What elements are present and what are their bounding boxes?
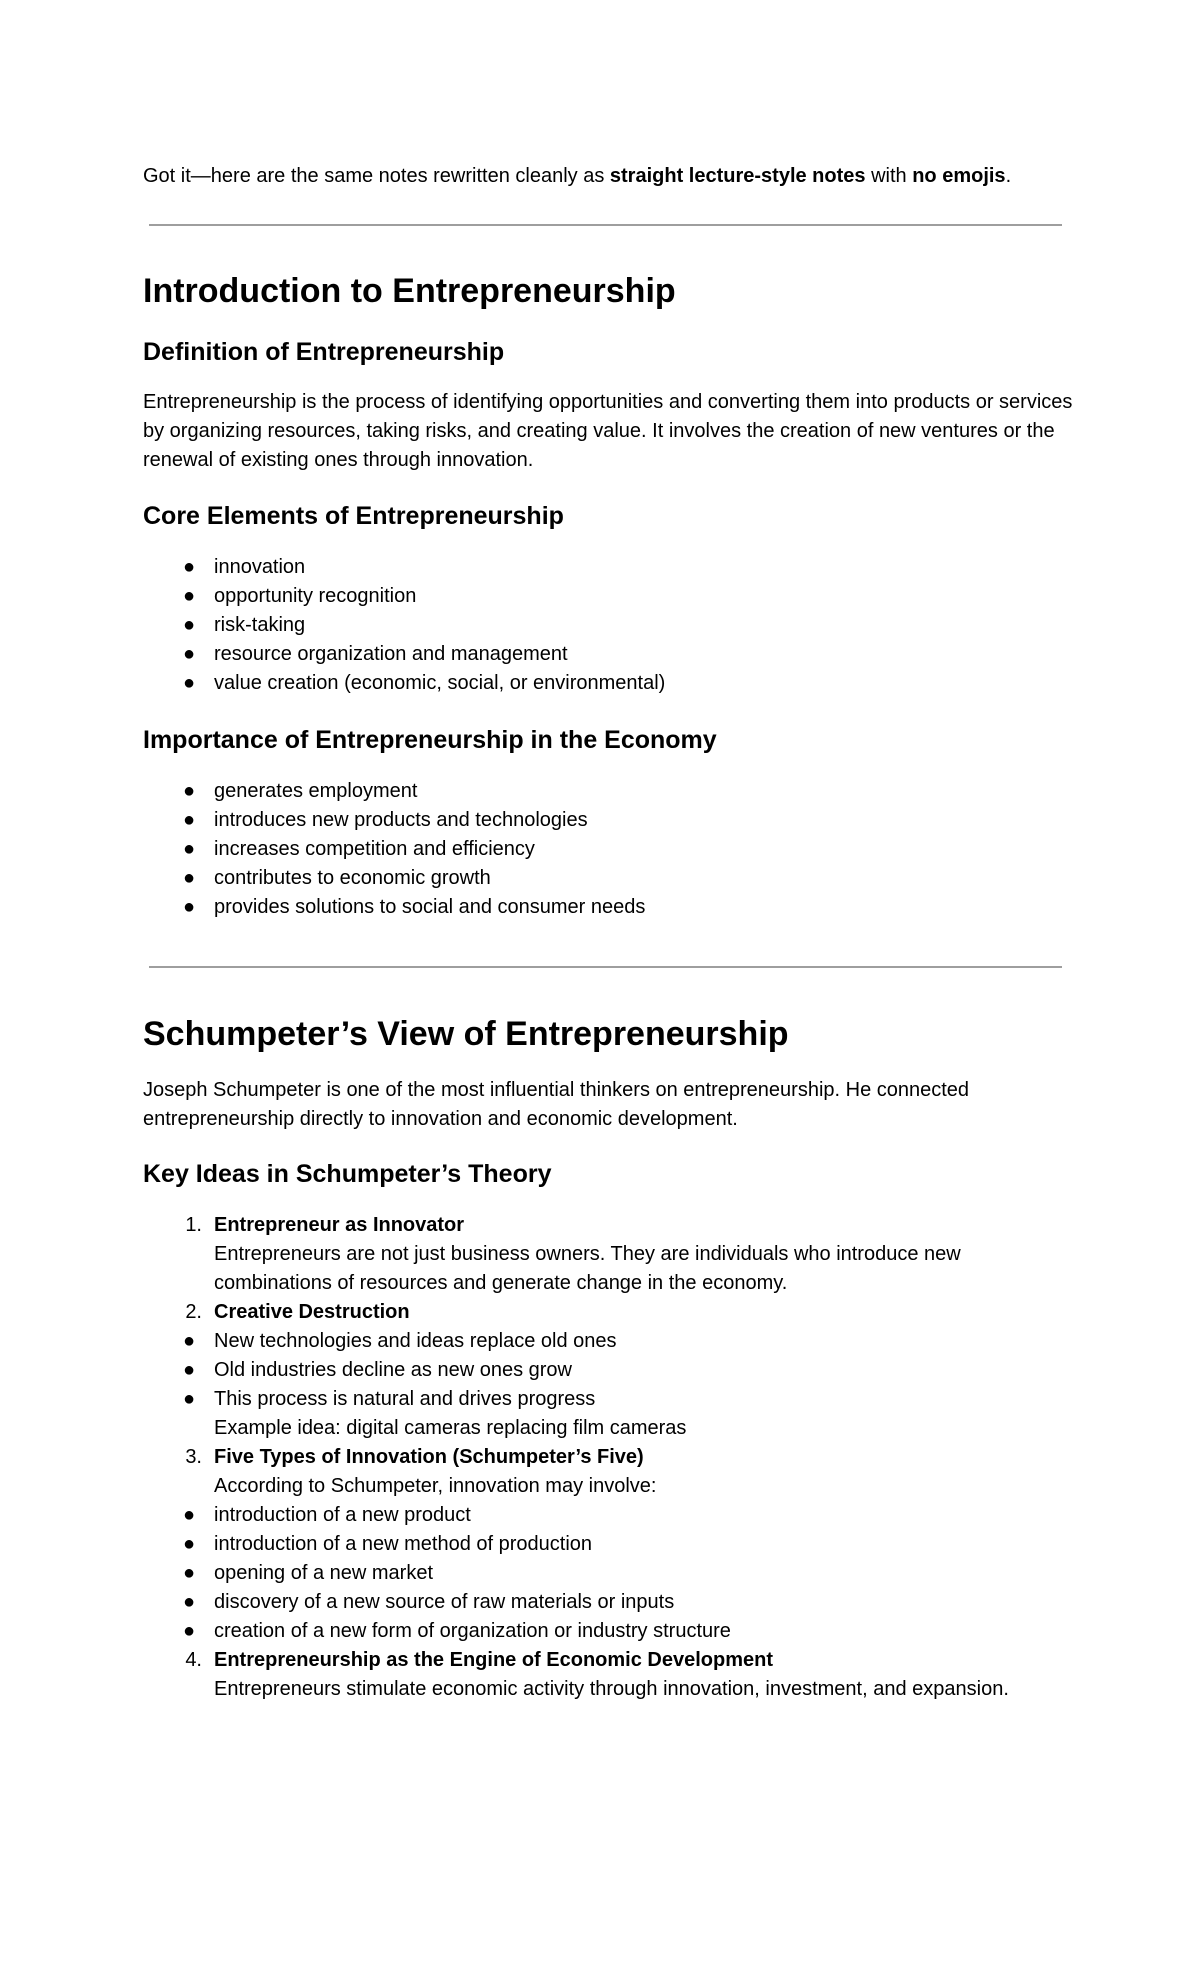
list-item-text: introduction of a new product [214,1504,471,1526]
list-item [143,640,1073,669]
core-elements-list [143,553,1073,698]
list-item-text: innovation [214,556,306,578]
bullet-icon: ● [182,585,196,607]
list-item-text: introduces new products and technologies [214,809,588,831]
intro-text-1: Got it—here are the same notes rewritten cleanly as [143,165,610,187]
list-item-text: contributes to economic growth [214,867,491,889]
list-item [143,1559,1073,1588]
list-item-text: New technologies and ideas replace old ones [214,1330,617,1352]
list-item-text: This process is natural and drives progress [214,1388,596,1410]
item-number: 1. [185,1214,202,1236]
list-item [143,1617,1073,1646]
list-item-text: provides solutions to social and consumer needs [214,896,646,918]
section-title-schumpeter: Schumpeter’s View of Entrepreneurship [143,1015,789,1053]
item-number: 2. [185,1301,202,1323]
list-item [143,611,1073,640]
numbered-item [143,1646,1073,1704]
idea-title: Five Types of Innovation (Schumpeter’s Five) [214,1446,644,1468]
list-item [143,1356,1073,1385]
list-item [143,1327,1073,1356]
list-item [143,864,1073,893]
list-item-text: opportunity recognition [214,585,417,607]
bullet-icon: ● [182,614,196,636]
heading-definition: Definition of Entrepreneurship [143,338,505,366]
list-item-text: generates employment [214,780,418,802]
list-item-text: Old industries decline as new ones grow [214,1359,572,1381]
horizontal-divider-1 [149,224,1062,226]
numbered-item [143,1298,1073,1327]
bullet-icon: ● [182,1562,196,1584]
item-number: 3. [185,1446,202,1468]
intro-bold-1: straight lecture-style notes [609,165,866,187]
list-item-text: introduction of a new method of production [214,1533,593,1555]
bullet-icon: ● [182,1359,196,1381]
bullet-icon: ● [182,1620,196,1642]
bullet-icon: ● [182,867,196,889]
list-item [143,669,1073,698]
bullet-icon: ● [182,1388,196,1410]
bullet-icon: ● [182,643,196,665]
importance-list [143,777,1073,922]
example-text: Example idea: digital cameras replacing film cameras [214,1417,687,1439]
list-item [143,835,1073,864]
heading-key-ideas: Key Ideas in Schumpeter’s Theory [143,1160,552,1188]
bullet-icon: ● [182,1504,196,1526]
bullet-icon: ● [182,1591,196,1613]
intro-bold-2: no emojis [912,165,1006,187]
bullet-icon: ● [182,838,196,860]
idea-title: Entrepreneur as Innovator [214,1214,465,1236]
bullet-icon: ● [182,780,196,802]
list-item-text: discovery of a new source of raw materials or inputs [214,1591,675,1613]
intro-text-2: with [865,165,913,187]
bullet-icon: ● [182,896,196,918]
list-item-text: creation of a new form of organization or industry structure [214,1620,731,1642]
list-item [143,1588,1073,1617]
section-title-introduction: Introduction to Entrepreneurship [143,272,676,310]
bullet-icon: ● [182,672,196,694]
list-item-text: value creation (economic, social, or environmental) [214,672,666,694]
intro-text-3: . [1005,165,1012,187]
bullet-icon: ● [182,556,196,578]
numbered-item [143,1211,1073,1298]
idea-description: Entrepreneurs stimulate economic activity through innovation, investment, and expansion. [214,1678,1009,1700]
list-item [143,893,1073,922]
heading-importance: Importance of Entrepreneurship in the Economy [143,726,717,754]
horizontal-divider-2 [149,966,1062,968]
item-number: 4. [185,1649,202,1671]
key-ideas-list [143,1211,1073,1704]
list-item [143,1501,1073,1530]
list-item-text: opening of a new market [214,1562,434,1584]
list-item [143,553,1073,582]
list-item [143,806,1073,835]
idea-title: Creative Destruction [214,1301,410,1323]
list-item-text: risk-taking [214,614,306,636]
list-item [143,1530,1073,1559]
list-item [143,777,1073,806]
list-item-text: resource organization and management [214,643,568,665]
bullet-icon: ● [182,1533,196,1555]
heading-core-elements: Core Elements of Entrepreneurship [143,502,564,530]
list-item [143,1385,1073,1443]
idea-description: According to Schumpeter, innovation may involve: [214,1475,657,1497]
bullet-icon: ● [182,1330,196,1352]
definition-paragraph: Entrepreneurship is the process of identifying opportunities and converting them into products or services by organizing resources, taking risks, and creating value. It involves the creation of new ventures or the renewal of existing ones through innovation. [143,391,1073,471]
intro-paragraph [143,162,1073,191]
document-page [143,162,1073,1704]
idea-description: Entrepreneurs are not just business owners. They are individuals who introduce new combinations of resources and generate change in the economy. [214,1243,961,1294]
bullet-icon: ● [182,809,196,831]
schumpeter-intro-paragraph: Joseph Schumpeter is one of the most influential thinkers on entrepreneurship. He connected entrepreneurship directly to innovation and economic development. [143,1079,970,1130]
numbered-item [143,1443,1073,1501]
list-item [143,582,1073,611]
idea-title: Entrepreneurship as the Engine of Economic Development [214,1649,773,1671]
list-item-text: increases competition and efficiency [214,838,535,860]
